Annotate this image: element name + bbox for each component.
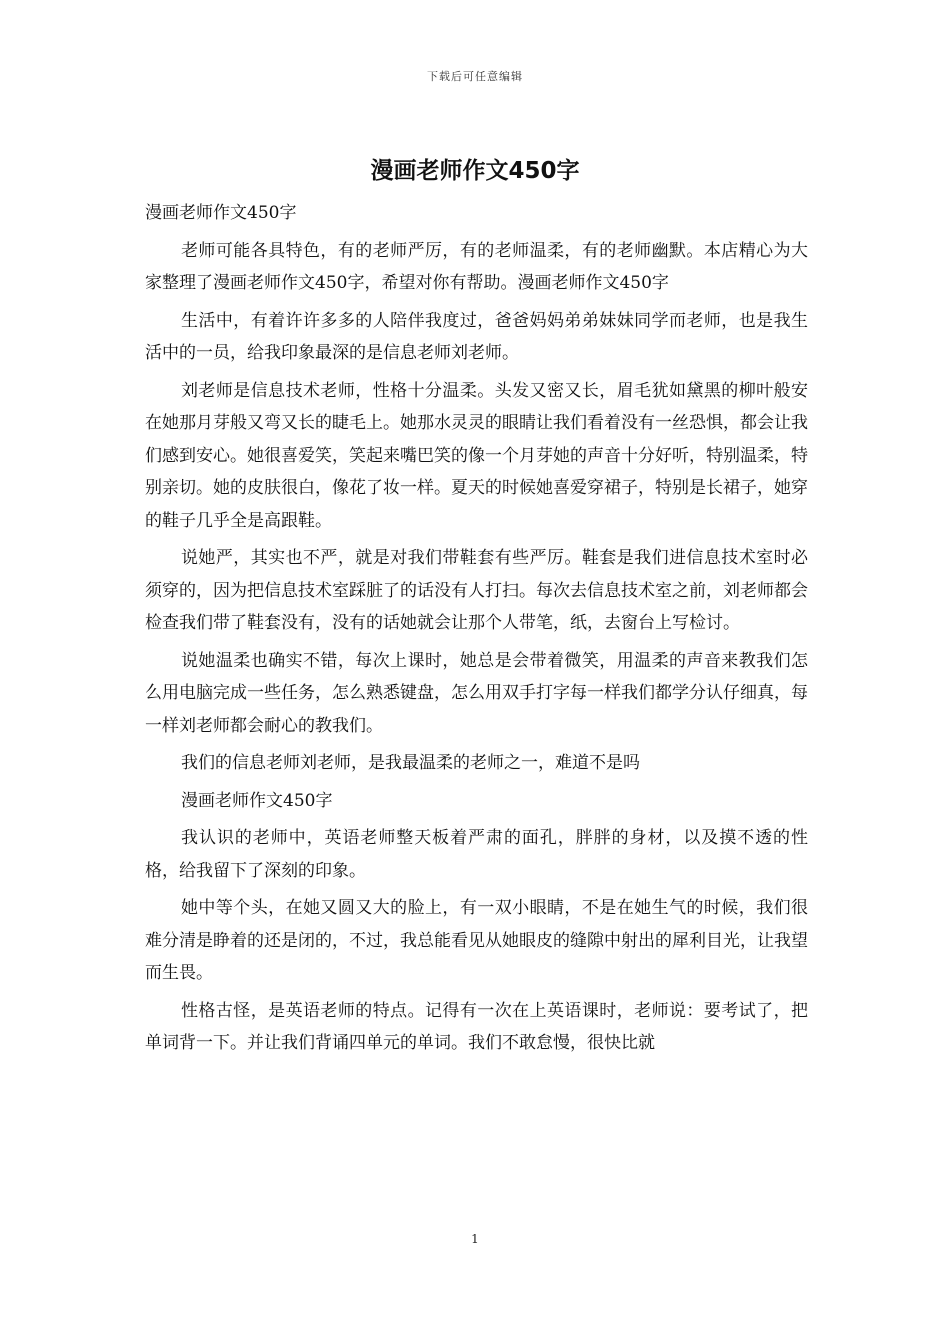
paragraph: 我认识的老师中，英语老师整天板着严肃的面孔，胖胖的身材，以及摸不透的性格，给我留下了深刻的印象。 xyxy=(145,828,808,881)
paragraph: 说她温柔也确实不错，每次上课时，她总是会带着微笑，用温柔的声音来教我们怎么用电脑完成一些任务，怎么熟悉键盘，怎么用双手打字每一样我们都学分认仔细真，每一样刘老师都会耐心的教我们。 xyxy=(145,650,808,736)
paragraph: 我们的信息老师刘老师，是我最温柔的老师之一，难道不是吗 xyxy=(181,753,640,773)
paragraph: 说她严，其实也不严，就是对我们带鞋套有些严厉。鞋套是我们进信息技术室时必须穿的，因为把信息技术室踩脏了的话没有人打扫。每次去信息技术室之前，刘老师都会检查我们带了鞋套没有，没有的话她就会让那个人带笔，纸，去窗台上写检讨。 xyxy=(145,548,808,633)
paragraph: 刘老师是信息技术老师，性格十分温柔。头发又密又长，眉毛犹如黛黑的柳叶般安在她那月芽般又弯又长的睫毛上。她那水灵灵的眼睛让我们看着没有一丝恐惧，都会让我们感到安心。她很喜爱笑，笑起来嘴巴笑的像一个月芽她的声音十分好听，特别温柔，特别亲切。她的皮肤很白，像花了妆一样。夏天的时候她喜爱穿裙子，特别是长裙子，她穿的鞋子几乎全是高跟鞋。 xyxy=(145,380,808,531)
paragraph: 她中等个头，在她又圆又大的脸上，有一双小眼睛，不是在她生气的时候，我们很难分清是睁着的还是闭的，不过，我总能看见从她眼皮的缝隙中射出的犀利目光，让我望而生畏。 xyxy=(145,898,808,983)
page-number: 1 xyxy=(471,1232,479,1246)
paragraph-section-heading: 漫画老师作文450字 xyxy=(181,790,333,811)
document-title: 漫画老师作文450字 xyxy=(370,158,580,184)
page-header-note: 下载后可任意编辑 xyxy=(427,70,523,83)
paragraph: 性格古怪，是英语老师的特点。记得有一次在上英语课时，老师说：要考试了，把单词背一下。并让我们背诵四单元的单词。我们不敢怠慢，很快比就 xyxy=(145,1000,808,1053)
paragraph: 生活中，有着许许多多的人陪伴我度过，爸爸妈妈弟弟妹妹同学而老师，也是我生活中的一员，给我印象最深的是信息老师刘老师。 xyxy=(145,310,808,363)
paragraph-subtitle: 漫画老师作文450字 xyxy=(145,203,297,223)
paragraph: 老师可能各具特色，有的老师严厉，有的老师温柔，有的老师幽默。本店精心为大家整理了漫画老师作文450字，希望对你有帮助。漫画老师作文450字 xyxy=(145,240,808,293)
document-body xyxy=(145,197,808,1065)
